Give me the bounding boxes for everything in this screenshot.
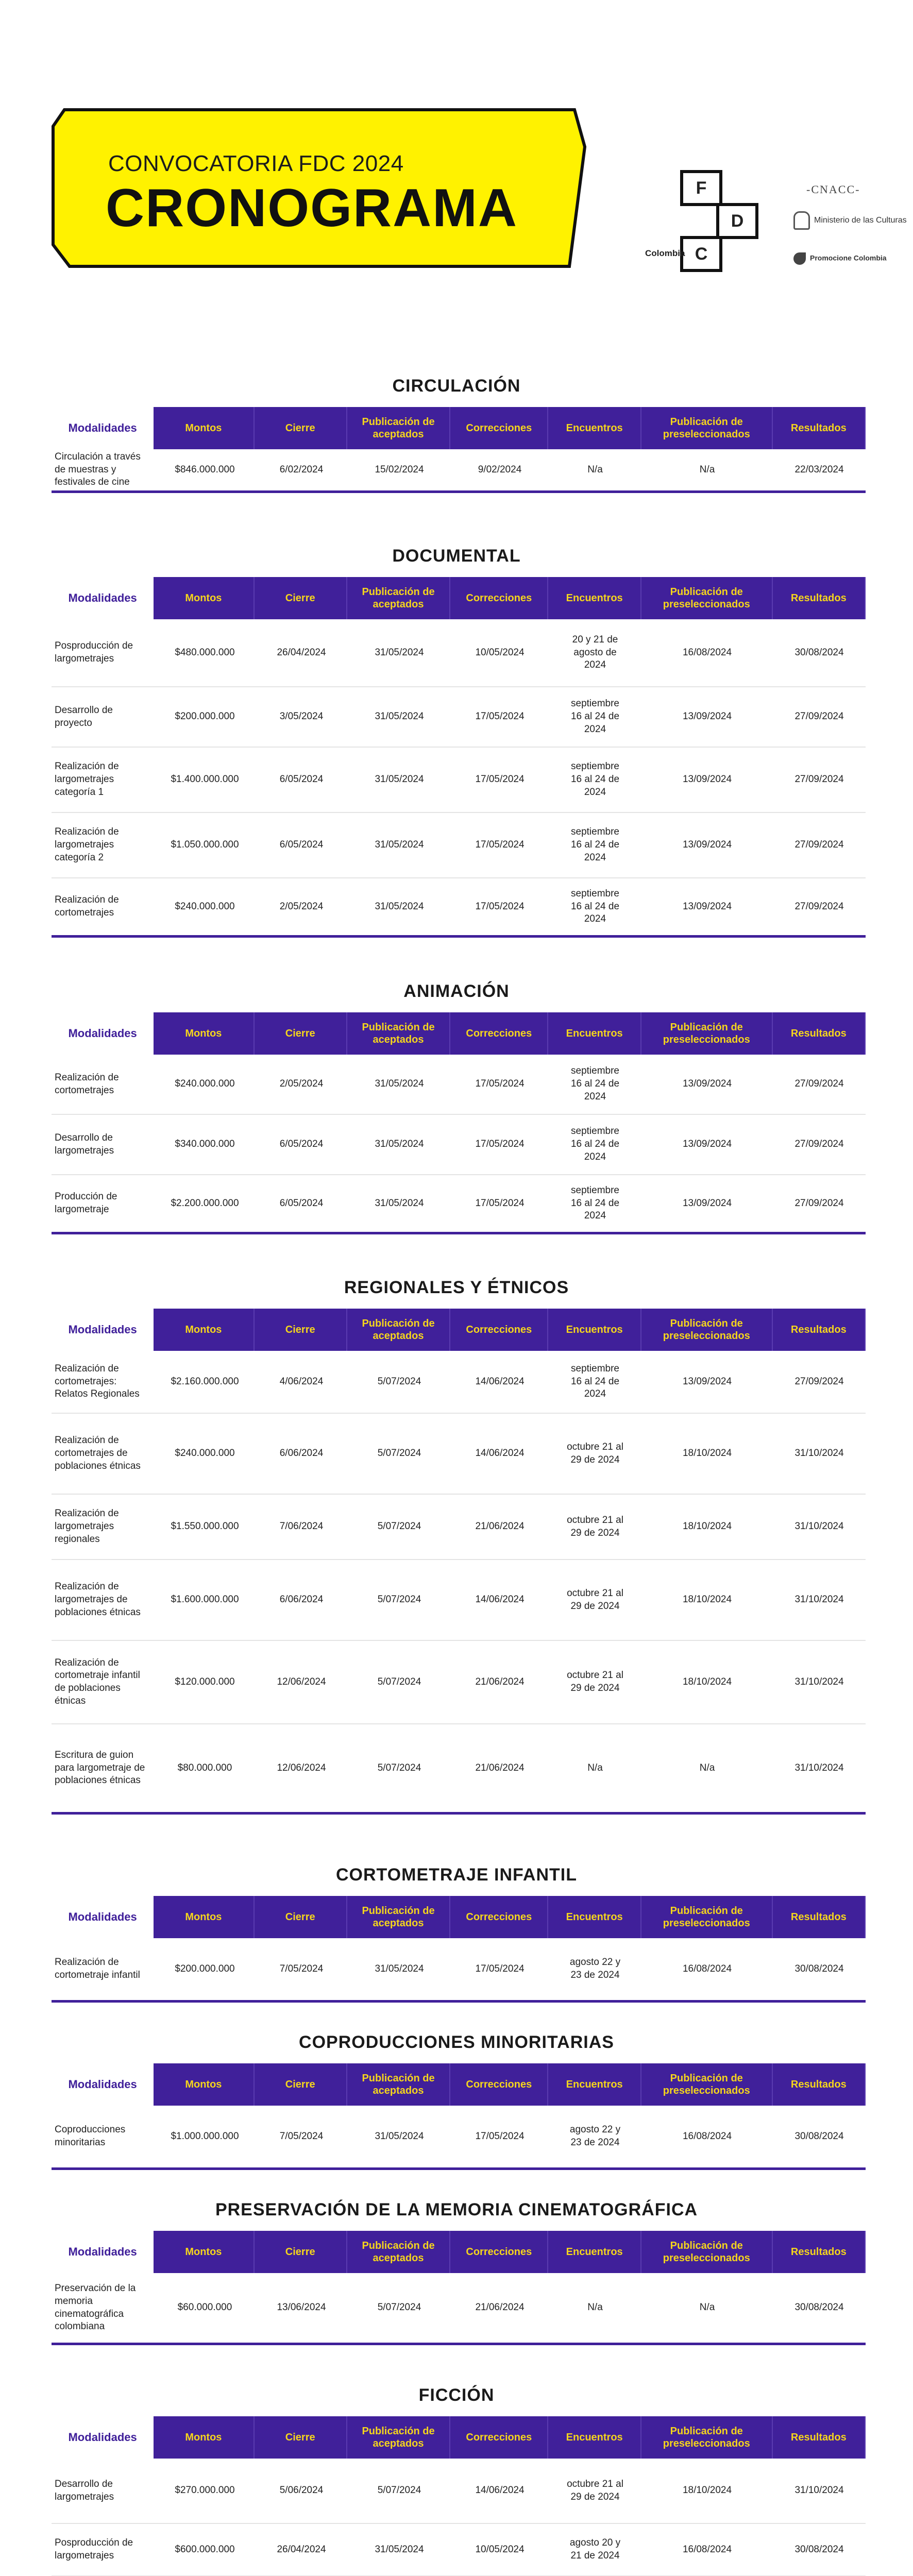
header-encuentros: Encuentros: [548, 407, 641, 449]
cell-publicacion-preseleccionados: 18/10/2024: [682, 1521, 732, 1532]
cell-publicacion-preseleccionados: 13/09/2024: [682, 1376, 732, 1387]
section-title: PRESERVACIÓN DE LA MEMORIA CINEMATOGRÁFICA: [215, 2200, 698, 2219]
cell-monto: $200.000.000: [175, 1963, 235, 1974]
fdc-letter-c: C: [680, 236, 722, 272]
header-encuentros: Encuentros: [548, 1896, 641, 1938]
cell-modalidad: Producción de largometraje: [55, 1191, 117, 1215]
cell-publicacion-aceptados: 5/07/2024: [377, 1521, 421, 1532]
schedule-table: [52, 2063, 866, 2170]
cell-cierre: 6/05/2024: [279, 1139, 324, 1150]
table-header: [52, 1012, 866, 1055]
fdc-letter-f: F: [680, 170, 722, 206]
cell-correcciones: 17/05/2024: [475, 774, 525, 785]
cell-cierre: 12/06/2024: [277, 1676, 326, 1687]
cell-resultados: 27/09/2024: [794, 774, 844, 785]
cell-publicacion-aceptados: 5/07/2024: [377, 1376, 421, 1387]
cell-encuentros: septiembre 16 al 24 de 2024: [570, 761, 620, 798]
header-cierre: Cierre: [255, 1012, 347, 1055]
cell-encuentros: octubre 21 al 29 de 2024: [567, 2478, 623, 2502]
cell-publicacion-preseleccionados: 18/10/2024: [682, 1676, 732, 1687]
cell-monto: $270.000.000: [175, 2485, 235, 2496]
schedule-table: [52, 2416, 866, 2576]
cell-correcciones: 14/06/2024: [475, 1376, 525, 1387]
table-header: [52, 1309, 866, 1351]
cell-modalidad: Realización de largometrajes regionales: [55, 1508, 119, 1545]
cell-publicacion-preseleccionados: 13/09/2024: [682, 901, 732, 912]
fdc-letter-d: D: [716, 203, 758, 239]
cell-publicacion-preseleccionados: 16/08/2024: [682, 2130, 732, 2142]
cell-publicacion-aceptados: 31/05/2024: [375, 1139, 424, 1150]
cell-monto: $1.050.000.000: [171, 839, 239, 851]
cell-monto: $240.000.000: [175, 1448, 235, 1459]
cell-modalidad: Realización de cortometraje infantil: [55, 1957, 140, 1980]
schedule-table: [52, 1012, 866, 1234]
cell-publicacion-preseleccionados: 13/09/2024: [682, 1197, 732, 1209]
header-modalidad: Modalidades: [52, 407, 154, 449]
header-publicacion-preseleccionados: Publicación de preseleccionados: [641, 1896, 773, 1938]
cell-correcciones: 17/05/2024: [475, 1197, 525, 1209]
cell-encuentros: octubre 21 al 29 de 2024: [567, 1514, 623, 1538]
header-correcciones: Correcciones: [450, 577, 548, 619]
cell-monto: $1.400.000.000: [171, 774, 239, 785]
header-modalidad: Modalidades: [52, 2063, 154, 2106]
cell-publicacion-aceptados: 5/07/2024: [377, 1448, 421, 1459]
cell-monto: $120.000.000: [175, 1676, 235, 1687]
table-bottom-rule: [52, 2343, 866, 2345]
cell-publicacion-aceptados: 31/05/2024: [375, 647, 424, 658]
cell-monto: $240.000.000: [175, 1078, 235, 1090]
cell-encuentros: septiembre 16 al 24 de 2024: [570, 698, 620, 735]
cell-encuentros: 20 y 21 de agosto de 2024: [572, 634, 618, 671]
header-publicacion-aceptados: Publicación de aceptados: [347, 1896, 450, 1938]
promo-text: Promocione Colombia: [810, 253, 887, 262]
cell-publicacion-preseleccionados: N/a: [699, 1762, 715, 1773]
cell-encuentros: N/a: [587, 464, 603, 475]
cell-publicacion-aceptados: 31/05/2024: [375, 1963, 424, 1974]
header-correcciones: Correcciones: [450, 407, 548, 449]
cell-publicacion-preseleccionados: 16/08/2024: [682, 2544, 732, 2555]
section-title: DOCUMENTAL: [392, 546, 521, 566]
cell-cierre: 6/06/2024: [279, 1448, 324, 1459]
header-modalidad: Modalidades: [52, 1012, 154, 1055]
cell-publicacion-preseleccionados: 13/09/2024: [682, 774, 732, 785]
table-row: [52, 748, 866, 813]
cell-publicacion-aceptados: 31/05/2024: [375, 2544, 424, 2555]
table-header: [52, 577, 866, 619]
cell-correcciones: 17/05/2024: [475, 1078, 525, 1090]
section-title: COPRODUCCIONES MINORITARIAS: [299, 2032, 614, 2052]
header-publicacion-preseleccionados: Publicación de preseleccionados: [641, 2231, 773, 2273]
table-bottom-rule: [52, 2000, 866, 2003]
cell-resultados: 27/09/2024: [794, 1139, 844, 1150]
header-publicacion-aceptados: Publicación de aceptados: [347, 1012, 450, 1055]
header-monto: Montos: [154, 2416, 254, 2459]
table-row: [52, 813, 866, 878]
cell-resultados: 31/10/2024: [794, 1521, 844, 1532]
table-header: [52, 2231, 866, 2273]
cell-publicacion-preseleccionados: 18/10/2024: [682, 2485, 732, 2496]
cell-monto: $240.000.000: [175, 901, 235, 912]
promo-logo: [793, 252, 887, 265]
cell-publicacion-aceptados: 31/05/2024: [375, 901, 424, 912]
cell-encuentros: septiembre 16 al 24 de 2024: [570, 826, 620, 863]
cell-modalidad: Desarrollo de largometrajes: [55, 2478, 114, 2502]
cell-modalidad: Realización de largometrajes categoría 1: [55, 761, 119, 798]
cell-correcciones: 21/06/2024: [475, 1762, 525, 1773]
cell-correcciones: 21/06/2024: [475, 1521, 525, 1532]
header-cierre: Cierre: [255, 407, 347, 449]
section-title: CIRCULACIÓN: [392, 376, 521, 396]
schedule-table: [52, 1896, 866, 2003]
cell-correcciones: 14/06/2024: [475, 1448, 525, 1459]
cell-encuentros: septiembre 16 al 24 de 2024: [570, 1126, 620, 1162]
table-row: [52, 2106, 866, 2167]
cell-publicacion-aceptados: 31/05/2024: [375, 2130, 424, 2142]
header-modalidad: Modalidades: [52, 1896, 154, 1938]
cell-correcciones: 14/06/2024: [475, 1594, 525, 1605]
table-row: [52, 619, 866, 687]
cell-correcciones: 17/05/2024: [475, 1963, 525, 1974]
cell-resultados: 31/10/2024: [794, 1762, 844, 1773]
cell-cierre: 26/04/2024: [277, 2544, 326, 2555]
header-resultados: Resultados: [773, 2063, 866, 2106]
header-monto: Montos: [154, 1309, 254, 1351]
table-row: [52, 1495, 866, 1560]
cell-publicacion-preseleccionados: 13/09/2024: [682, 711, 732, 722]
cell-publicacion-preseleccionados: N/a: [699, 464, 715, 475]
header-monto: Montos: [154, 407, 254, 449]
cell-encuentros: N/a: [587, 2302, 603, 2313]
header-resultados: Resultados: [773, 1309, 866, 1351]
cell-resultados: 27/09/2024: [794, 711, 844, 722]
cell-cierre: 12/06/2024: [277, 1762, 326, 1773]
cell-encuentros: agosto 22 y 23 de 2024: [569, 1957, 621, 1980]
header-correcciones: Correcciones: [450, 2416, 548, 2459]
cell-resultados: 31/10/2024: [794, 1448, 844, 1459]
cell-publicacion-preseleccionados: 13/09/2024: [682, 839, 732, 851]
section-title: REGIONALES Y ÉTNICOS: [344, 1278, 569, 1297]
table-row: [52, 1414, 866, 1495]
header-publicacion-aceptados: Publicación de aceptados: [347, 1309, 450, 1351]
cell-correcciones: 21/06/2024: [475, 2302, 525, 2313]
cell-publicacion-preseleccionados: 13/09/2024: [682, 1078, 732, 1090]
section-title: FICCIÓN: [418, 2385, 495, 2405]
table-bottom-rule: [52, 2167, 866, 2170]
ministerio-text: Ministerio de las Culturas: [814, 216, 907, 225]
cell-resultados: 30/08/2024: [794, 647, 844, 658]
cell-resultados: 27/09/2024: [794, 1078, 844, 1090]
table-header: [52, 407, 866, 449]
cell-encuentros: octubre 21 al 29 de 2024: [567, 1670, 623, 1693]
cell-modalidad: Escritura de guion para largometraje de poblaciones étnicas: [55, 1749, 145, 1786]
section-title: CORTOMETRAJE INFANTIL: [335, 1865, 578, 1885]
cell-publicacion-aceptados: 5/07/2024: [377, 2485, 421, 2496]
header-banner: [49, 106, 590, 270]
cell-resultados: 30/08/2024: [794, 2544, 844, 2555]
table-row: [52, 2273, 866, 2343]
cell-modalidad: Realización de largometrajes de poblaciones étnicas: [55, 1581, 141, 1618]
cell-resultados: 31/10/2024: [794, 2485, 844, 2496]
table-bottom-rule: [52, 1232, 866, 1234]
cnacc-logo: -CNACC-: [806, 183, 860, 196]
cell-cierre: 6/05/2024: [279, 1197, 324, 1209]
header-publicacion-preseleccionados: Publicación de preseleccionados: [641, 1309, 773, 1351]
table-row: [52, 449, 866, 490]
cell-monto: $60.000.000: [177, 2302, 232, 2313]
fdc-country: Colombia: [645, 248, 685, 258]
header-monto: Montos: [154, 1012, 254, 1055]
header-monto: Montos: [154, 1896, 254, 1938]
cell-modalidad: Coproducciones minoritarias: [55, 2124, 126, 2148]
cell-modalidad: Desarrollo de largometrajes: [55, 1132, 114, 1156]
cell-publicacion-preseleccionados: N/a: [699, 2302, 715, 2313]
table-header: [52, 2416, 866, 2459]
cell-resultados: 30/08/2024: [794, 1963, 844, 1974]
cell-monto: $80.000.000: [177, 1762, 232, 1773]
cell-modalidad: Realización de cortometrajes: [55, 894, 119, 918]
cell-encuentros: septiembre 16 al 24 de 2024: [570, 1184, 620, 1222]
header-publicacion-aceptados: Publicación de aceptados: [347, 407, 450, 449]
cell-publicacion-aceptados: 31/05/2024: [375, 1197, 424, 1209]
table-row: [52, 878, 866, 935]
cell-monto: $1.600.000.000: [171, 1594, 239, 1605]
table-row: [52, 1938, 866, 2000]
cell-encuentros: agosto 22 y 23 de 2024: [569, 2124, 621, 2148]
cell-cierre: 6/06/2024: [279, 1594, 324, 1605]
header-publicacion-aceptados: Publicación de aceptados: [347, 2063, 450, 2106]
header-modalidad: Modalidades: [52, 2231, 154, 2273]
ministerio-icon: [793, 211, 810, 230]
cell-resultados: 27/09/2024: [794, 1197, 844, 1209]
header-resultados: Resultados: [773, 1896, 866, 1938]
cell-encuentros: septiembre 16 al 24 de 2024: [570, 888, 620, 925]
cell-cierre: 7/05/2024: [279, 1963, 324, 1974]
cell-correcciones: 9/02/2024: [478, 464, 522, 475]
header-publicacion-preseleccionados: Publicación de preseleccionados: [641, 1012, 773, 1055]
header-publicacion-preseleccionados: Publicación de preseleccionados: [641, 2063, 773, 2106]
cell-correcciones: 14/06/2024: [475, 2485, 525, 2496]
header-publicacion-preseleccionados: Publicación de preseleccionados: [641, 2416, 773, 2459]
header-cierre: Cierre: [255, 1896, 347, 1938]
cell-publicacion-aceptados: 5/07/2024: [377, 1762, 421, 1773]
cell-cierre: 7/06/2024: [279, 1521, 324, 1532]
table-bottom-rule: [52, 1812, 866, 1815]
header-encuentros: Encuentros: [548, 1309, 641, 1351]
cell-modalidad: Realización de largometrajes categoría 2: [55, 826, 119, 863]
section-title: ANIMACIÓN: [403, 981, 510, 1001]
cell-publicacion-aceptados: 5/07/2024: [377, 1676, 421, 1687]
cell-monto: $200.000.000: [175, 711, 235, 722]
table-header: [52, 1896, 866, 1938]
cell-monto: $846.000.000: [175, 464, 235, 475]
header-cierre: Cierre: [255, 2416, 347, 2459]
header-monto: Montos: [154, 577, 254, 619]
cell-correcciones: 17/05/2024: [475, 839, 525, 851]
cell-publicacion-aceptados: 15/02/2024: [375, 464, 424, 475]
cell-cierre: 2/05/2024: [279, 901, 324, 912]
header-correcciones: Correcciones: [450, 2063, 548, 2106]
header-encuentros: Encuentros: [548, 577, 641, 619]
header-cierre: Cierre: [255, 2231, 347, 2273]
cell-monto: $600.000.000: [175, 2544, 235, 2555]
cell-modalidad: Posproducción de largometrajes: [55, 640, 133, 664]
cell-encuentros: septiembre 16 al 24 de 2024: [570, 1065, 620, 1102]
table-row: [52, 2459, 866, 2524]
header-encuentros: Encuentros: [548, 1012, 641, 1055]
header-publicacion-aceptados: Publicación de aceptados: [347, 577, 450, 619]
header-encuentros: Encuentros: [548, 2416, 641, 2459]
cell-modalidad: Desarrollo de proyecto: [55, 704, 113, 728]
header-resultados: Resultados: [773, 407, 866, 449]
header-resultados: Resultados: [773, 2416, 866, 2459]
header-resultados: Resultados: [773, 577, 866, 619]
cell-resultados: 27/09/2024: [794, 1376, 844, 1387]
cell-resultados: 30/08/2024: [794, 2302, 844, 2313]
table-bottom-rule: [52, 935, 866, 938]
header-monto: Montos: [154, 2063, 254, 2106]
cell-modalidad: Preservación de la memoria cinematográfica colombiana: [55, 2283, 136, 2332]
cell-cierre: 6/02/2024: [279, 464, 324, 475]
schedule-table: [52, 407, 866, 493]
cell-publicacion-aceptados: 5/07/2024: [377, 1594, 421, 1605]
cell-correcciones: 21/06/2024: [475, 1676, 525, 1687]
cell-monto: $1.000.000.000: [171, 2130, 239, 2142]
cell-modalidad: Realización de cortometrajes: Relatos Regionales: [55, 1363, 140, 1400]
header-monto: Montos: [154, 2231, 254, 2273]
cell-monto: $1.550.000.000: [171, 1521, 239, 1532]
cell-correcciones: 17/05/2024: [475, 1139, 525, 1150]
cell-cierre: 6/05/2024: [279, 839, 324, 851]
header-modalidad: Modalidades: [52, 2416, 154, 2459]
header-publicacion-aceptados: Publicación de aceptados: [347, 2231, 450, 2273]
table-row: [52, 1055, 866, 1115]
cell-publicacion-preseleccionados: 16/08/2024: [682, 647, 732, 658]
cell-cierre: 6/05/2024: [279, 774, 324, 785]
cell-modalidad: Posproducción de largometrajes: [55, 2537, 133, 2561]
schedule-table: [52, 577, 866, 938]
header-correcciones: Correcciones: [450, 1012, 548, 1055]
header-publicacion-preseleccionados: Publicación de preseleccionados: [641, 407, 773, 449]
table-row: [52, 2524, 866, 2576]
cell-encuentros: septiembre 16 al 24 de 2024: [570, 1363, 620, 1400]
cell-cierre: 26/04/2024: [277, 647, 326, 658]
cell-correcciones: 17/05/2024: [475, 901, 525, 912]
cell-publicacion-aceptados: 5/07/2024: [377, 2302, 421, 2313]
header-modalidad: Modalidades: [52, 577, 154, 619]
table-row: [52, 1641, 866, 1724]
cell-publicacion-aceptados: 31/05/2024: [375, 774, 424, 785]
table-header: [52, 2063, 866, 2106]
cell-correcciones: 10/05/2024: [475, 647, 525, 658]
cell-resultados: 31/10/2024: [794, 1594, 844, 1605]
cell-monto: $480.000.000: [175, 647, 235, 658]
banner-title: CRONOGRAMA: [106, 178, 518, 238]
fdc-logo: [644, 170, 788, 273]
cell-monto: $2.200.000.000: [171, 1197, 239, 1209]
header-publicacion-aceptados: Publicación de aceptados: [347, 2416, 450, 2459]
table-bottom-rule: [52, 490, 866, 493]
cell-cierre: 2/05/2024: [279, 1078, 324, 1090]
header-correcciones: Correcciones: [450, 2231, 548, 2273]
schedule-table: [52, 2231, 866, 2345]
cell-modalidad: Realización de cortometrajes de poblaciones étnicas: [55, 1435, 141, 1471]
cell-resultados: 27/09/2024: [794, 901, 844, 912]
cell-encuentros: agosto 20 y 21 de 2024: [569, 2537, 621, 2561]
header-resultados: Resultados: [773, 2231, 866, 2273]
header-correcciones: Correcciones: [450, 1896, 548, 1938]
cell-cierre: 13/06/2024: [277, 2302, 326, 2313]
table-row: [52, 1724, 866, 1812]
cell-cierre: 4/06/2024: [279, 1376, 324, 1387]
cell-resultados: 27/09/2024: [794, 839, 844, 851]
cell-resultados: 22/03/2024: [794, 464, 844, 475]
header-cierre: Cierre: [255, 577, 347, 619]
cell-publicacion-preseleccionados: 18/10/2024: [682, 1448, 732, 1459]
schedule-table: [52, 1309, 866, 1815]
cell-cierre: 5/06/2024: [279, 2485, 324, 2496]
cell-encuentros: N/a: [587, 1762, 603, 1773]
cell-monto: $2.160.000.000: [171, 1376, 239, 1387]
table-row: [52, 1351, 866, 1414]
table-row: [52, 687, 866, 748]
header-resultados: Resultados: [773, 1012, 866, 1055]
banner-subtitle: CONVOCATORIA FDC 2024: [108, 151, 404, 176]
cell-resultados: 30/08/2024: [794, 2130, 844, 2142]
table-row: [52, 1115, 866, 1175]
cell-monto: $340.000.000: [175, 1139, 235, 1150]
cell-correcciones: 17/05/2024: [475, 711, 525, 722]
header-cierre: Cierre: [255, 1309, 347, 1351]
table-row: [52, 1560, 866, 1641]
header-correcciones: Correcciones: [450, 1309, 548, 1351]
cell-cierre: 7/05/2024: [279, 2130, 324, 2142]
cell-resultados: 31/10/2024: [794, 1676, 844, 1687]
cell-publicacion-preseleccionados: 13/09/2024: [682, 1139, 732, 1150]
header-encuentros: Encuentros: [548, 2231, 641, 2273]
cell-encuentros: octubre 21 al 29 de 2024: [567, 1587, 623, 1612]
cell-modalidad: Realización de cortometrajes: [55, 1072, 119, 1096]
cell-correcciones: 10/05/2024: [475, 2544, 525, 2555]
cell-correcciones: 17/05/2024: [475, 2130, 525, 2142]
cell-publicacion-aceptados: 31/05/2024: [375, 711, 424, 722]
cell-modalidad: Circulación a través de muestras y festivales de cine: [55, 451, 141, 488]
cell-publicacion-aceptados: 31/05/2024: [375, 839, 424, 851]
cell-encuentros: octubre 21 al 29 de 2024: [567, 1441, 623, 1465]
table-row: [52, 1175, 866, 1232]
cell-publicacion-preseleccionados: 16/08/2024: [682, 1963, 732, 1974]
header-encuentros: Encuentros: [548, 2063, 641, 2106]
cell-modalidad: Realización de cortometraje infantil de poblaciones étnicas: [55, 1657, 140, 1706]
cell-publicacion-aceptados: 31/05/2024: [375, 1078, 424, 1090]
cell-publicacion-preseleccionados: 18/10/2024: [682, 1594, 732, 1605]
header-publicacion-preseleccionados: Publicación de preseleccionados: [641, 577, 773, 619]
promo-icon: [793, 252, 806, 265]
header-modalidad: Modalidades: [52, 1309, 154, 1351]
ministerio-logo: [793, 211, 907, 230]
header-cierre: Cierre: [255, 2063, 347, 2106]
cell-cierre: 3/05/2024: [279, 711, 324, 722]
